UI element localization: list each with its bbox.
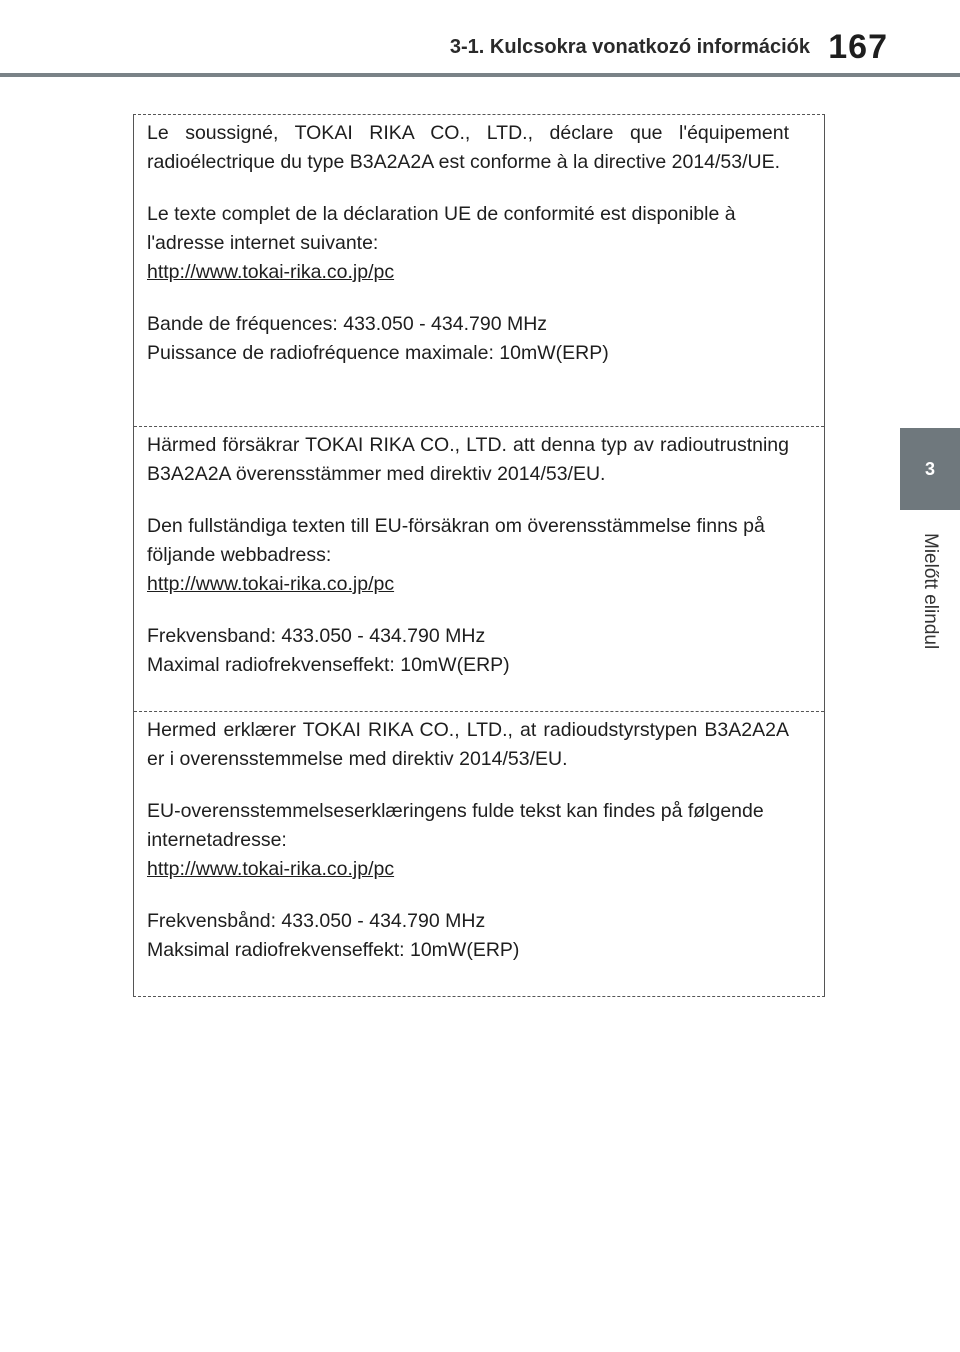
- page-header: [0, 0, 960, 76]
- declaration-frequency: Frekvensbånd: 433.050 - 434.790 MHz: [147, 910, 486, 932]
- declaration-statement: Le soussigné, TOKAI RIKA CO., LTD., déclare que l'équipement radioélectrique du type B3A2A2A est conforme à la directive 2014/53/UE.: [147, 122, 789, 173]
- declaration-url-link[interactable]: http://www.tokai-rika.co.jp/pc: [147, 858, 395, 880]
- section-title: 3-1. Kulcsokra vonatkozó információk: [449, 36, 810, 58]
- declaration-availability: Le texte complet de la déclaration UE de conformité est disponible à l'adresse internet suivante:: [147, 203, 736, 254]
- header-divider: [0, 73, 960, 77]
- declaration-statement: Härmed försäkrar TOKAI RIKA CO., LTD. att denna typ av radioutrustning B3A2A2A överensstämmer med direktiv 2014/53/EU.: [147, 434, 789, 485]
- declaration-frequency: Bande de fréquences: 433.050 - 434.790 MHz: [147, 313, 548, 335]
- declaration-availability: EU-overensstemmelseserklæringens fulde tekst kan findes på følgende internetadresse:: [147, 800, 764, 851]
- declaration-swedish: [134, 426, 824, 711]
- declaration-power: Maximal radiofrekvenseffekt: 10mW(ERP): [147, 654, 510, 676]
- declaration-power: Maksimal radiofrekvenseffekt: 10mW(ERP): [147, 939, 520, 961]
- chapter-tab: [900, 428, 960, 510]
- chapter-label-text: Mielőtt elindul: [920, 532, 941, 650]
- declaration-url-link[interactable]: http://www.tokai-rika.co.jp/pc: [147, 573, 395, 595]
- chapter-number: 3: [924, 458, 935, 479]
- declaration-french: [134, 115, 824, 426]
- declaration-frequency: Frekvensband: 433.050 - 434.790 MHz: [147, 625, 486, 647]
- declaration-url-link[interactable]: http://www.tokai-rika.co.jp/pc: [147, 261, 395, 283]
- declaration-power: Puissance de radiofréquence maximale: 10mW(ERP): [147, 342, 609, 364]
- declarations-box: [133, 114, 825, 997]
- declaration-statement: Hermed erklærer TOKAI RIKA CO., LTD., at radioudstyrstypen B3A2A2A er i overensstemmelse med direktiv 2014/53/EU.: [147, 719, 789, 770]
- chapter-label: [900, 516, 960, 666]
- declaration-availability: Den fullständiga texten till EU-försäkran om överensstämmelse finns på följande webbadress:: [147, 515, 765, 566]
- declaration-danish: [134, 711, 824, 996]
- page-number: 167: [828, 28, 888, 66]
